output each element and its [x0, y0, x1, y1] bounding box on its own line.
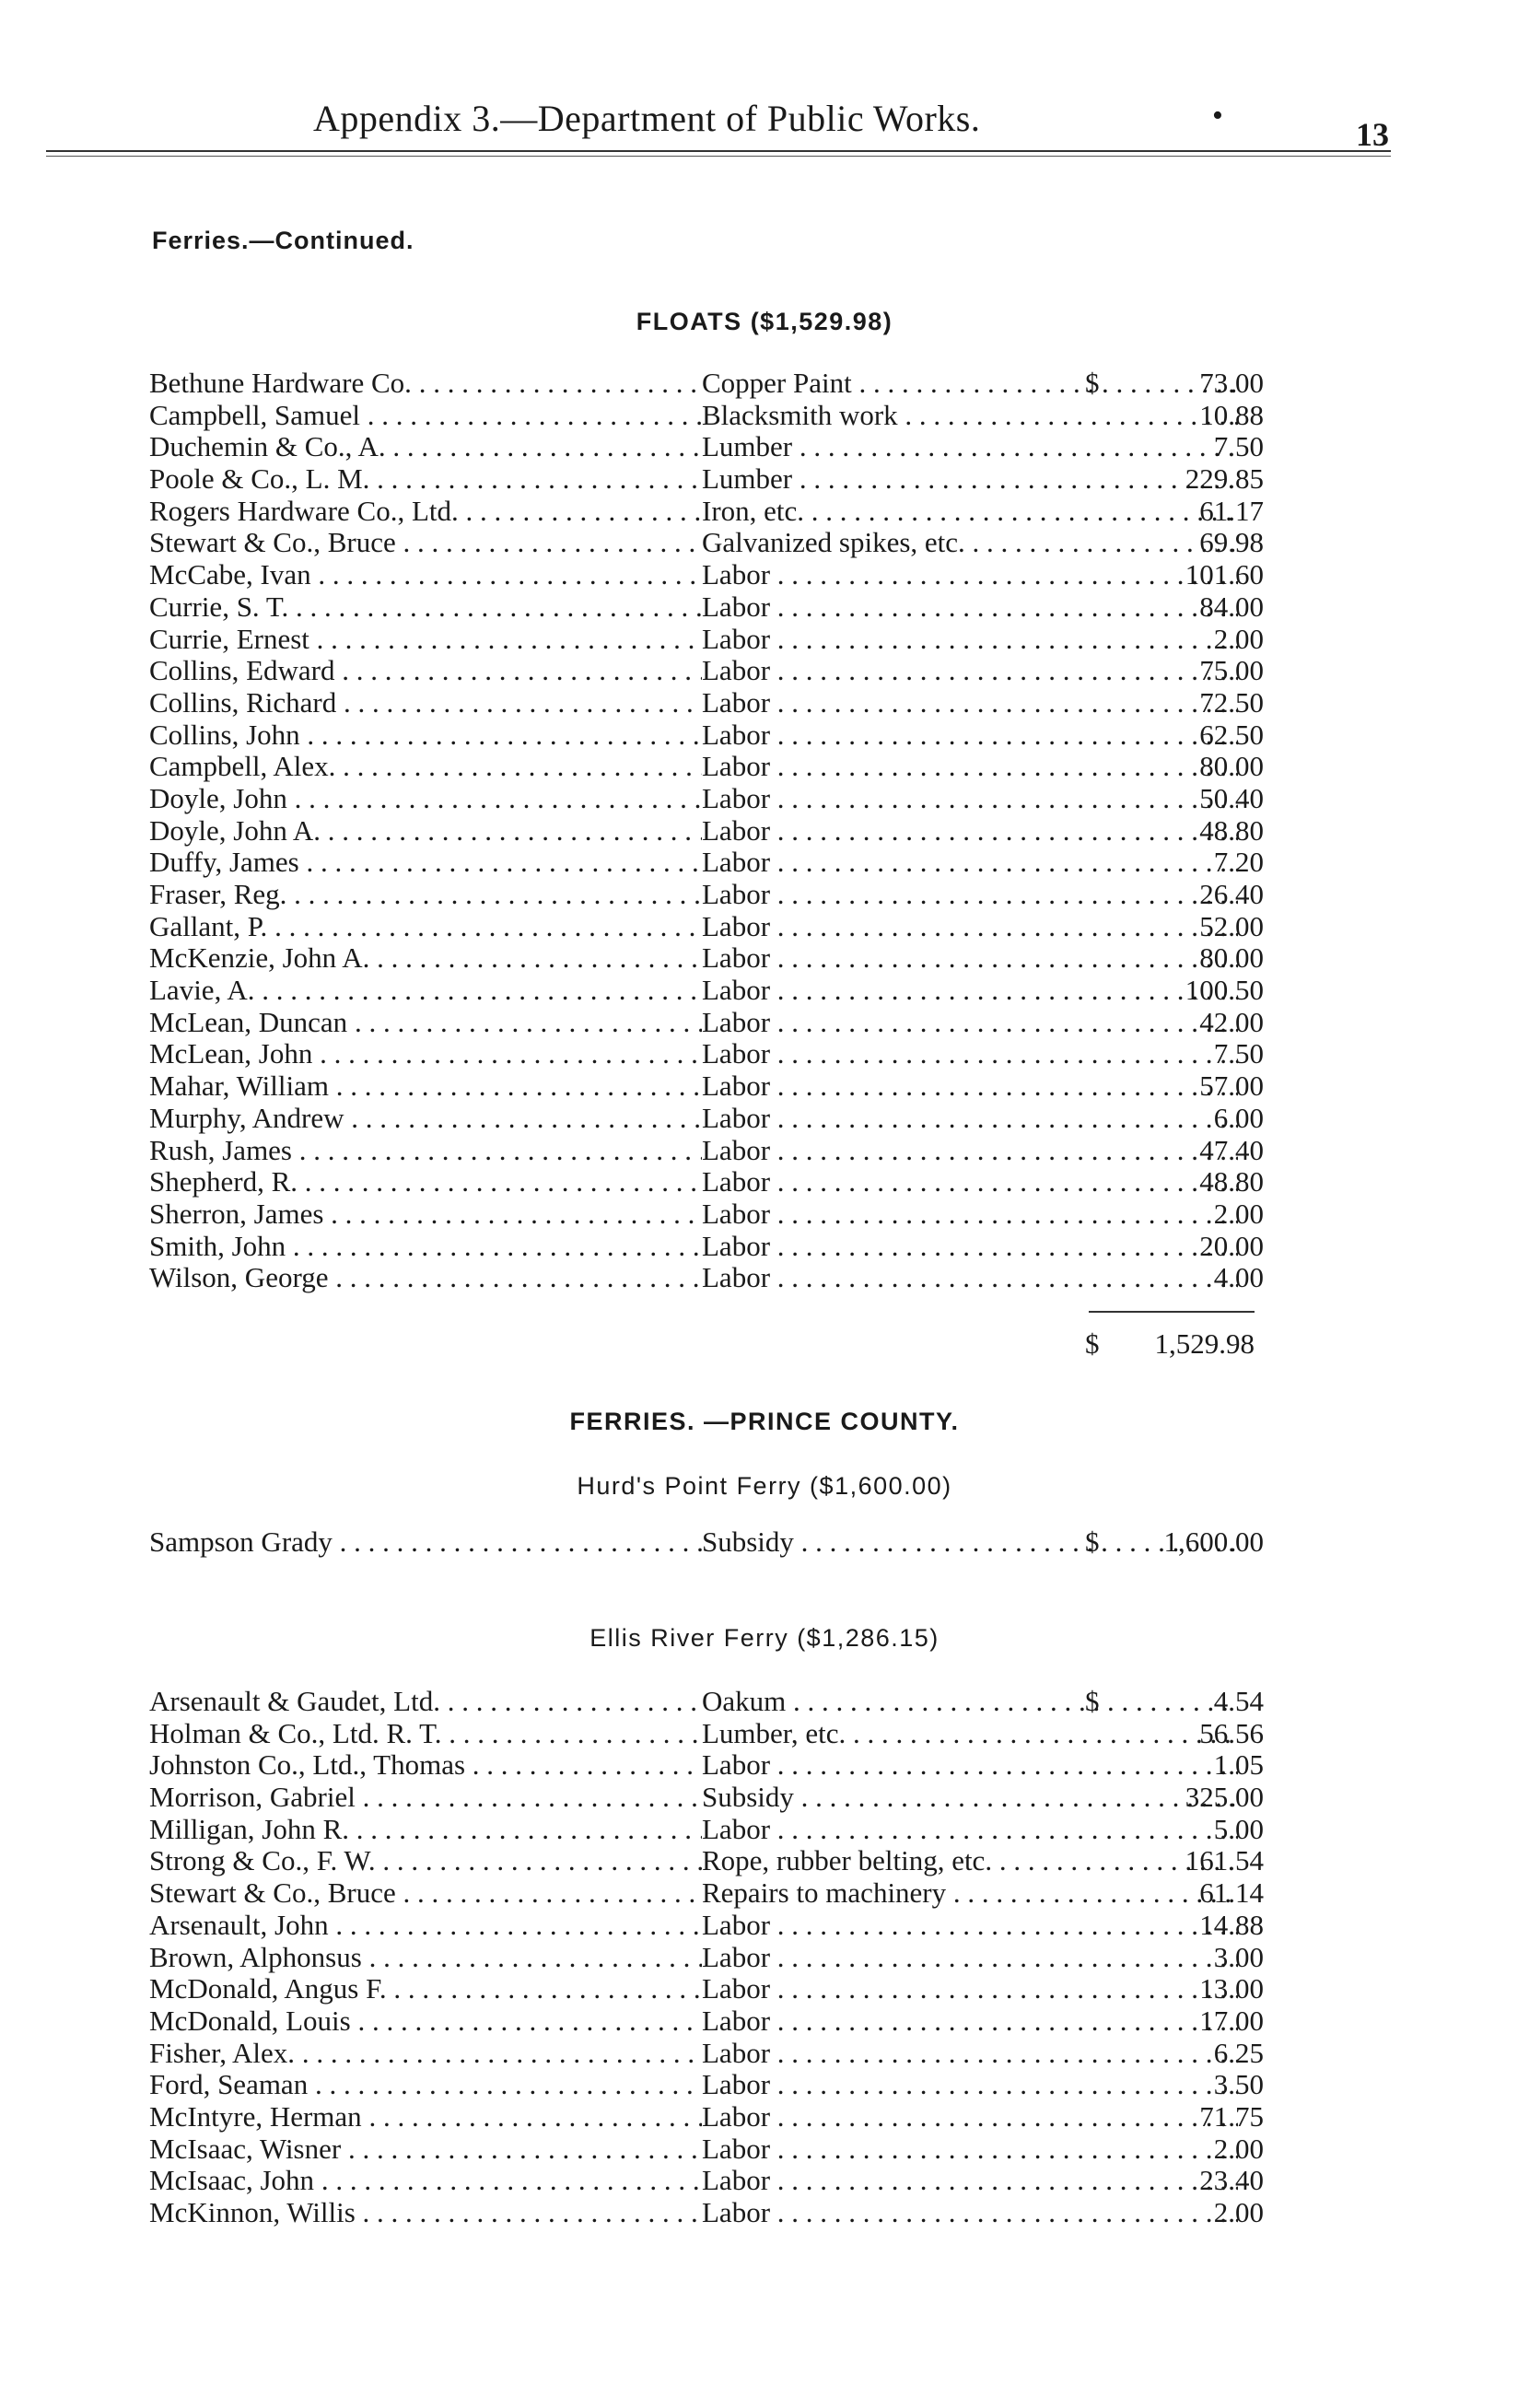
- item-description: Labor . . .: [702, 2197, 1238, 2229]
- amount-value: 1.05: [1213, 1748, 1264, 1782]
- ledger-row: [149, 2038, 1264, 2070]
- ellis-river-heading: Ellis River Ferry ($1,286.15): [589, 1624, 940, 1652]
- payee-name: Mahar, William . . .: [149, 1070, 702, 1103]
- item-description: Labor . . .: [702, 2038, 1238, 2070]
- payee-name: Doyle, John A. . . .: [149, 815, 702, 847]
- ledger-row: [149, 1814, 1264, 1846]
- item-description: Labor . . .: [702, 687, 1238, 719]
- ledger-row: [149, 496, 1264, 528]
- ledger-row: [149, 719, 1264, 752]
- payee-name: Holman & Co., Ltd. R. T. . . .: [149, 1718, 702, 1750]
- amount-value: 80.00: [1199, 750, 1264, 783]
- payee-name: Fisher, Alex. . . .: [149, 2038, 702, 2070]
- item-description: Rope, rubber belting, etc. . . .: [702, 1845, 1238, 1877]
- payee-name: McIsaac, Wisner . . .: [149, 2133, 702, 2166]
- item-description: Labor . . .: [702, 655, 1238, 687]
- amount-value: 3.00: [1213, 1940, 1264, 1973]
- amount-value: 5.00: [1213, 1812, 1264, 1845]
- ledger-row: [149, 527, 1264, 559]
- amount-value: 4.00: [1213, 1261, 1264, 1294]
- item-description: Lumber . . .: [702, 431, 1238, 463]
- ledger-row: [149, 879, 1264, 911]
- amount-value: 10.88: [1199, 398, 1264, 431]
- item-description: Labor . . .: [702, 942, 1238, 975]
- payee-name: McDonald, Louis . . .: [149, 2005, 702, 2038]
- header-dot: •: [1212, 99, 1223, 133]
- payee-name: Doyle, John . . .: [149, 783, 702, 815]
- payee-name: Currie, Ernest . . .: [149, 624, 702, 656]
- payee-name: Campbell, Alex. . . .: [149, 751, 702, 783]
- page-header: [46, 97, 1391, 152]
- ledger-row: [149, 1526, 1264, 1559]
- ledger-row: [149, 1262, 1264, 1294]
- item-description: Labor . . .: [702, 1135, 1238, 1167]
- payee-name: Stewart & Co., Bruce . . .: [149, 527, 702, 559]
- ledger-row: [149, 431, 1264, 463]
- item-description: Labor . . .: [702, 783, 1238, 815]
- payee-name: Wilson, George . . .: [149, 1262, 702, 1294]
- payee-name: Morrison, Gabriel . . .: [149, 1782, 702, 1814]
- ledger-row: [149, 2101, 1264, 2133]
- payee-name: McDonald, Angus F. . . .: [149, 1973, 702, 2005]
- ellis-river-ledger: [149, 1686, 1264, 2229]
- payee-name: Lavie, A. . . .: [149, 975, 702, 1007]
- amount-value: 13.00: [1199, 1972, 1264, 2005]
- ledger-row: [149, 783, 1264, 815]
- floats-total-row: [149, 1327, 1255, 1361]
- item-description: Labor . . .: [702, 1231, 1238, 1263]
- item-description: Lumber . . .: [702, 463, 1238, 496]
- ledger-row: [149, 2197, 1264, 2229]
- item-description: Labor . . .: [702, 1973, 1238, 2005]
- amount-value: 229.85: [1185, 462, 1264, 496]
- payee-name: Duchemin & Co., A. . . .: [149, 431, 702, 463]
- payee-name: Collins, Edward . . .: [149, 655, 702, 687]
- payee-name: McLean, Duncan . . .: [149, 1007, 702, 1039]
- payee-name: Ford, Seaman . . .: [149, 2069, 702, 2101]
- item-description: Oakum . . .: [702, 1686, 1238, 1718]
- item-description: Labor . . .: [702, 591, 1238, 624]
- ledger-row: [149, 942, 1264, 975]
- ledger-row: [149, 1942, 1264, 1974]
- item-description: Labor . . .: [702, 847, 1238, 879]
- payee-name: Rogers Hardware Co., Ltd. . . .: [149, 496, 702, 528]
- amount-value: 71.75: [1199, 2099, 1264, 2133]
- payee-name: Fraser, Reg. . . .: [149, 879, 702, 911]
- dollar-sign: $: [1085, 1525, 1100, 1558]
- ledger-row: [149, 400, 1264, 432]
- amount-value: 20.00: [1199, 1229, 1264, 1262]
- amount-value: 84.00: [1199, 590, 1264, 623]
- amount-value: 101.60: [1185, 558, 1264, 591]
- amount-value: 325.00: [1185, 1781, 1264, 1814]
- payee-name: Arsenault, John . . .: [149, 1910, 702, 1942]
- ledger-row: [149, 1845, 1264, 1877]
- item-description: Labor . . .: [702, 2069, 1238, 2101]
- ledger-row: [149, 2069, 1264, 2101]
- ledger-row: [149, 847, 1264, 879]
- payee-name: Collins, Richard . . .: [149, 687, 702, 719]
- item-description: Labor . . .: [702, 975, 1238, 1007]
- amount-value: 72.50: [1199, 685, 1264, 719]
- ledger-row: [149, 624, 1264, 656]
- amount-value: 6.00: [1213, 1101, 1264, 1134]
- payee-name: Brown, Alphonsus . . .: [149, 1942, 702, 1974]
- item-description: Galvanized spikes, etc. . . .: [702, 527, 1238, 559]
- item-description: Labor . . .: [702, 624, 1238, 656]
- payee-name: Smith, John . . .: [149, 1231, 702, 1263]
- item-description: Labor . . .: [702, 1198, 1238, 1231]
- item-description: Labor . . .: [702, 719, 1238, 752]
- item-description: Subsidy . . .: [702, 1782, 1238, 1814]
- item-description: Labor . . .: [702, 2101, 1238, 2133]
- dollar-sign: $: [1085, 367, 1100, 399]
- payee-name: Stewart & Co., Bruce . . .: [149, 1877, 702, 1910]
- page-number: 13: [1356, 116, 1389, 153]
- amount-value: 69.98: [1199, 526, 1264, 559]
- payee-name: Sampson Grady . . .: [149, 1526, 702, 1559]
- ledger-row: [149, 1686, 1264, 1718]
- amount-value: 50.40: [1199, 781, 1264, 814]
- item-description: Iron, etc. . . .: [702, 496, 1238, 528]
- ledger-row: [149, 1877, 1264, 1910]
- amount-value: 2.00: [1213, 2196, 1264, 2228]
- page-title: Appendix 3.—Department of Public Works.: [313, 98, 981, 139]
- payee-name: Strong & Co., F. W. . . .: [149, 1845, 702, 1877]
- item-description: Labor . . .: [702, 1103, 1238, 1135]
- ledger-row: [149, 655, 1264, 687]
- floats-heading: FLOATS ($1,529.98): [636, 308, 893, 335]
- item-description: Repairs to machinery . . .: [702, 1877, 1238, 1910]
- ledger-row: [149, 1749, 1264, 1782]
- prince-county-heading: FERRIES. —PRINCE COUNTY.: [569, 1408, 960, 1435]
- amount-value: 2.00: [1213, 2132, 1264, 2165]
- floats-ledger: [149, 368, 1264, 1294]
- ledger-row: [149, 815, 1264, 847]
- amount-value: 56.56: [1199, 1716, 1264, 1749]
- item-description: Labor . . .: [702, 1942, 1238, 1974]
- payee-name: Duffy, James . . .: [149, 847, 702, 879]
- floats-total-rule: [1089, 1311, 1255, 1313]
- item-description: Blacksmith work . . .: [702, 400, 1238, 432]
- item-description: Labor . . .: [702, 1749, 1238, 1782]
- ledger-row: [149, 591, 1264, 624]
- amount-value: 17.00: [1199, 2004, 1264, 2037]
- ledger-row: [149, 751, 1264, 783]
- item-description: Labor . . .: [702, 1070, 1238, 1103]
- amount-value: 7.50: [1213, 1037, 1264, 1070]
- amount-value: 75.00: [1199, 654, 1264, 687]
- amount-value: 6.25: [1213, 2036, 1264, 2069]
- amount-value: 23.40: [1199, 2164, 1264, 2197]
- ledger-row: [149, 1038, 1264, 1070]
- ledger-row: [149, 368, 1264, 400]
- ledger-row: [149, 2165, 1264, 2197]
- payee-name: Sherron, James . . .: [149, 1198, 702, 1231]
- item-description: Labor . . .: [702, 1166, 1238, 1198]
- amount-value: 57.00: [1199, 1070, 1264, 1103]
- amount-value: 2.00: [1213, 1197, 1264, 1230]
- item-description: Labor . . .: [702, 879, 1238, 911]
- amount-value: 73.00: [1199, 367, 1264, 399]
- amount-value: 7.20: [1213, 846, 1264, 879]
- ledger-row: [149, 1782, 1264, 1814]
- amount-value: 4.54: [1213, 1685, 1264, 1717]
- item-description: Labor . . .: [702, 2133, 1238, 2166]
- floats-total-amount: 1,529.98: [1154, 1327, 1255, 1360]
- payee-name: Shepherd, R. . . .: [149, 1166, 702, 1198]
- payee-name: Gallant, P. . . .: [149, 911, 702, 943]
- dollar-sign: $: [1085, 1685, 1100, 1717]
- amount-value: 1,600.00: [1163, 1525, 1264, 1558]
- ledger-row: [149, 1007, 1264, 1039]
- amount-value: 80.00: [1199, 941, 1264, 975]
- amount-value: 161.54: [1185, 1844, 1264, 1877]
- item-description: Labor . . .: [702, 2005, 1238, 2038]
- payee-name: McCabe, Ivan . . .: [149, 559, 702, 591]
- hurds-point-ledger: [149, 1526, 1264, 1559]
- item-description: Labor . . .: [702, 1814, 1238, 1846]
- payee-name: Currie, S. T. . . .: [149, 591, 702, 624]
- payee-name: Johnston Co., Ltd., Thomas . . .: [149, 1749, 702, 1782]
- payee-name: McIntyre, Herman . . .: [149, 2101, 702, 2133]
- amount-value: 48.80: [1199, 1165, 1264, 1198]
- ledger-row: [149, 1231, 1264, 1263]
- amount-value: 61.14: [1199, 1876, 1264, 1910]
- ledger-row: [149, 1103, 1264, 1135]
- ledger-row: [149, 463, 1264, 496]
- amount-value: 26.40: [1199, 878, 1264, 910]
- payee-name: McKenzie, John A. . . .: [149, 942, 702, 975]
- amount-value: 42.00: [1199, 1005, 1264, 1038]
- item-description: Labor . . .: [702, 1038, 1238, 1070]
- item-description: Labor . . .: [702, 1262, 1238, 1294]
- amount-value: 62.50: [1199, 718, 1264, 751]
- ledger-row: [149, 559, 1264, 591]
- header-rule: [46, 150, 1391, 157]
- payee-name: Campbell, Samuel . . .: [149, 400, 702, 432]
- amount-value: 14.88: [1199, 1908, 1264, 1941]
- ledger-row: [149, 975, 1264, 1007]
- hurds-point-heading: Hurd's Point Ferry ($1,600.00): [577, 1472, 952, 1500]
- item-description: Labor . . .: [702, 751, 1238, 783]
- amount-value: 52.00: [1199, 909, 1264, 942]
- payee-name: Bethune Hardware Co. . . .: [149, 368, 702, 400]
- amount-value: 47.40: [1199, 1133, 1264, 1166]
- item-description: Labor . . .: [702, 1910, 1238, 1942]
- amount-value: 7.50: [1213, 430, 1264, 463]
- ledger-row: [149, 1135, 1264, 1167]
- item-description: Labor . . .: [702, 559, 1238, 591]
- item-description: Subsidy . . .: [702, 1526, 1238, 1559]
- payee-name: Poole & Co., L. M. . . .: [149, 463, 702, 496]
- item-description: Labor . . .: [702, 1007, 1238, 1039]
- total-dollar-sign: $: [1085, 1327, 1100, 1360]
- ledger-row: [149, 1973, 1264, 2005]
- ledger-row: [149, 1910, 1264, 1942]
- item-description: Lumber, etc. . . .: [702, 1718, 1238, 1750]
- amount-value: 100.50: [1185, 974, 1264, 1007]
- payee-name: Murphy, Andrew . . .: [149, 1103, 702, 1135]
- ledger-row: [149, 1166, 1264, 1198]
- amount-value: 2.00: [1213, 622, 1264, 655]
- item-description: Labor . . .: [702, 911, 1238, 943]
- amount-value: 61.17: [1199, 494, 1264, 527]
- payee-name: McIsaac, John . . .: [149, 2165, 702, 2197]
- ledger-row: [149, 687, 1264, 719]
- item-description: Copper Paint . . .: [702, 368, 1238, 400]
- amount-value: 3.50: [1213, 2068, 1264, 2101]
- payee-name: Milligan, John R. . . .: [149, 1814, 702, 1846]
- ledger-row: [149, 1198, 1264, 1231]
- payee-name: McKinnon, Willis . . .: [149, 2197, 702, 2229]
- ledger-row: [149, 911, 1264, 943]
- section-continued-label: Ferries.—Continued.: [152, 227, 414, 254]
- ledger-row: [149, 1718, 1264, 1750]
- item-description: Labor . . .: [702, 2165, 1238, 2197]
- ledger-row: [149, 2133, 1264, 2166]
- ledger-row: [149, 1070, 1264, 1103]
- item-description: Labor . . .: [702, 815, 1238, 847]
- payee-name: Collins, John . . .: [149, 719, 702, 752]
- ledger-row: [149, 2005, 1264, 2038]
- payee-name: McLean, John . . .: [149, 1038, 702, 1070]
- payee-name: Arsenault & Gaudet, Ltd. . . .: [149, 1686, 702, 1718]
- amount-value: 48.80: [1199, 813, 1264, 847]
- payee-name: Rush, James . . .: [149, 1135, 702, 1167]
